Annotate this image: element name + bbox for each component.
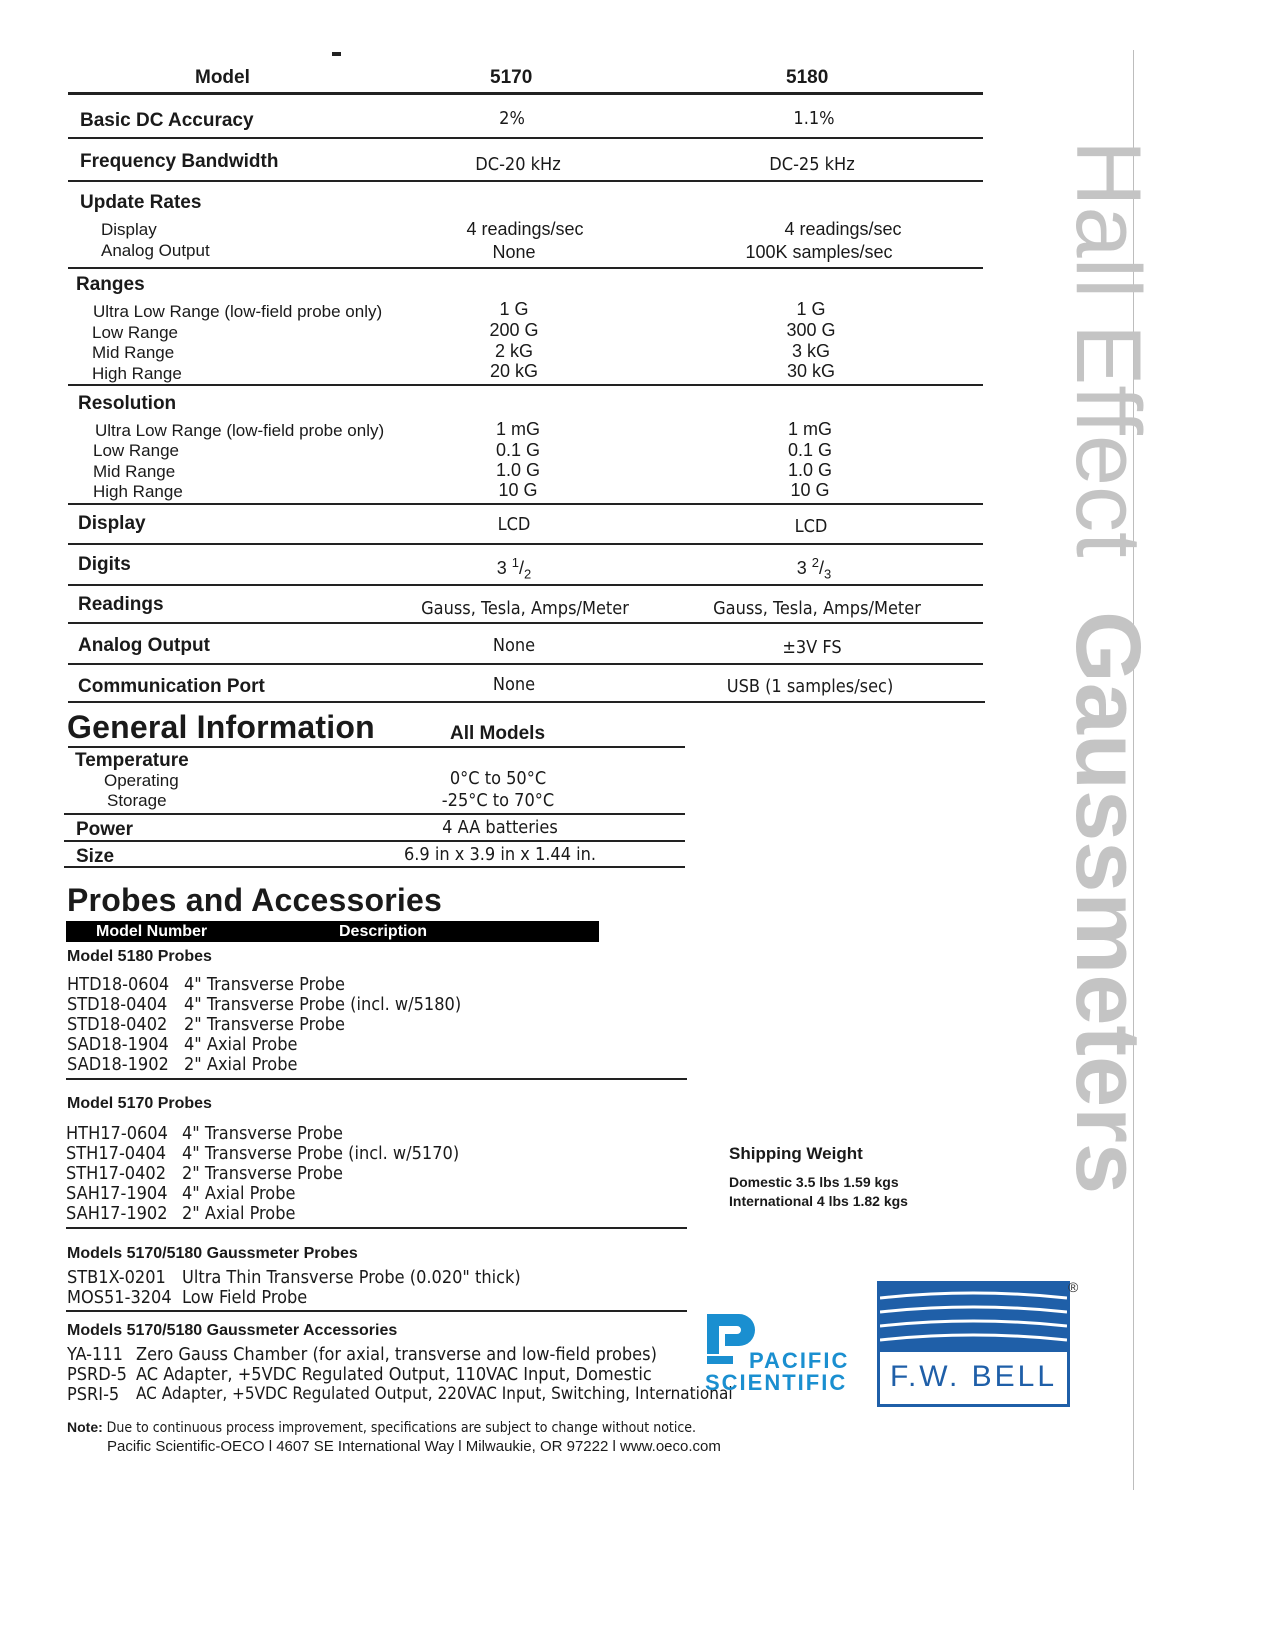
- size-value: 6.9 in x 3.9 in x 1.44 in.: [403, 844, 597, 865]
- divider: [68, 137, 983, 139]
- resolution-row-label: High Range: [93, 482, 183, 501]
- range-5180: 1 G: [796, 299, 826, 319]
- shipping-title: Shipping Weight: [729, 1144, 863, 1163]
- resolution-row-label: Low Range: [93, 441, 180, 460]
- group-title-5180: Model 5180 Probes: [67, 948, 212, 965]
- probes-table-header: [66, 921, 599, 942]
- freq-5170: DC-20 kHz: [475, 154, 561, 175]
- range-row-label: Mid Range: [92, 343, 175, 362]
- probe-code: STD18-0402: [67, 1014, 168, 1035]
- divider: [68, 92, 983, 95]
- probe-desc: AC Adapter, +5VDC Regulated Output, 110VAC Input, Domestic: [136, 1364, 652, 1385]
- analog-output-label: Analog Output: [78, 635, 210, 656]
- basic-dc-5180: 1.1%: [793, 108, 835, 129]
- pacific-line2: SCIENTIFIC: [705, 1370, 848, 1395]
- group-title-5170: Model 5170 Probes: [67, 1095, 212, 1112]
- pacific-scientific-logo: [703, 1310, 863, 1405]
- probe-code: MOS51-3204: [67, 1287, 172, 1308]
- resolution-5180: 1 mG: [787, 419, 832, 439]
- divider: [68, 584, 983, 586]
- range-5170: 1 G: [499, 299, 529, 319]
- probe-desc: Low Field Probe: [182, 1287, 308, 1308]
- freq-label: Frequency Bandwidth: [80, 151, 279, 172]
- analog-output-5180: ±3V FS: [782, 637, 842, 658]
- update-analog-5170: None: [492, 242, 536, 262]
- divider: [68, 622, 983, 624]
- digits-label: Digits: [78, 554, 131, 575]
- update-display-label: Display: [101, 220, 157, 239]
- fw-bell-waves: [880, 1284, 1067, 1352]
- operating-value: 0°C to 50°C: [449, 768, 547, 789]
- probe-desc: 4" Transverse Probe (incl. w/5170): [182, 1143, 460, 1164]
- display-label: Display: [78, 513, 146, 534]
- shipping-international: International 4 lbs 1.82 kgs: [729, 1193, 908, 1209]
- probe-desc: 2" Axial Probe: [184, 1054, 298, 1075]
- resolution-label: Resolution: [78, 393, 177, 414]
- ranges-label: Ranges: [76, 274, 145, 295]
- fw-bell-text: F.W. BELL: [889, 1360, 1058, 1393]
- header-5170: 5170: [490, 67, 533, 88]
- fw-bell-logo: [877, 1281, 1070, 1407]
- resolution-row-label: Mid Range: [93, 462, 176, 481]
- shipping-domestic: Domestic 3.5 lbs 1.59 kgs: [729, 1174, 899, 1190]
- digits-whole: 3: [796, 558, 807, 578]
- resolution-5170: 1.0 G: [495, 460, 541, 480]
- divider: [68, 503, 983, 505]
- resolution-5180: 10 G: [790, 480, 830, 500]
- resolution-5180: 0.1 G: [787, 440, 833, 460]
- probe-desc: 2" Axial Probe: [182, 1203, 296, 1224]
- probe-code: STB1X-0201: [67, 1267, 166, 1288]
- display-5170: LCD: [497, 514, 531, 535]
- divider: [64, 866, 685, 868]
- temperature-label: Temperature: [75, 750, 189, 771]
- range-5180: 300 G: [786, 320, 836, 340]
- probe-desc: Zero Gauss Chamber (for axial, transverse and low-field probes): [136, 1344, 657, 1365]
- header-model: Model: [195, 67, 250, 88]
- readings-5180: Gauss, Tesla, Amps/Meter: [713, 598, 921, 619]
- side-title: [1057, 140, 1159, 1290]
- footer-note: [67, 1419, 696, 1436]
- probe-code: SAH17-1904: [66, 1183, 168, 1204]
- divider: [64, 840, 685, 842]
- all-models-label: All Models: [450, 723, 546, 744]
- update-display-5180: 4 readings/sec: [784, 219, 902, 239]
- divider: [68, 746, 685, 748]
- divider: [68, 543, 983, 545]
- basic-dc-label: Basic DC Accuracy: [80, 110, 254, 131]
- comm-port-5170: None: [492, 674, 536, 695]
- digits-num: 1: [511, 555, 519, 570]
- basic-dc-5170: 2%: [499, 108, 525, 129]
- range-5170: 2 kG: [494, 341, 533, 361]
- top-dash: [332, 52, 341, 56]
- resolution-5170: 10 G: [498, 480, 538, 500]
- digits-5170: 3 $^1/_2$: [496, 555, 532, 582]
- divider: [66, 1078, 687, 1080]
- registered-mark: ®: [1068, 1279, 1079, 1295]
- probe-desc: 2" Transverse Probe: [184, 1014, 346, 1035]
- probe-desc: AC Adapter, +5VDC Regulated Output, 220VAC Input, Switching, International: [136, 1384, 733, 1404]
- probe-desc: 4" Transverse Probe: [184, 974, 346, 995]
- resolution-5180: 1.0 G: [787, 460, 833, 480]
- update-display-5170: 4 readings/sec: [466, 219, 584, 239]
- divider: [68, 384, 983, 386]
- probe-code: YA-111: [67, 1344, 123, 1365]
- readings-label: Readings: [78, 594, 164, 615]
- digits-whole: 3: [496, 558, 507, 578]
- storage-label: Storage: [107, 791, 167, 810]
- probe-code: HTH17-0604: [66, 1123, 168, 1144]
- probe-code: STH17-0404: [66, 1143, 167, 1164]
- update-label: Update Rates: [80, 192, 202, 213]
- digits-den: 2: [524, 566, 532, 582]
- note-text: Due to continuous process improvement, specifications are subject to change without notice.: [106, 1420, 697, 1436]
- probe-desc: Ultra Thin Transverse Probe (0.020" thick): [182, 1267, 521, 1288]
- power-value: 4 AA batteries: [442, 817, 558, 838]
- range-5180: 3 kG: [791, 341, 830, 361]
- update-analog-5180: 100K samples/sec: [745, 242, 893, 262]
- side-title-light: Hall Effect: [1057, 140, 1159, 558]
- range-row-label: Ultra Low Range (low-field probe only): [93, 302, 383, 321]
- probe-code: SAH17-1902: [66, 1203, 168, 1224]
- size-label: Size: [76, 846, 115, 867]
- divider: [68, 663, 983, 665]
- header-5180: 5180: [786, 67, 829, 88]
- divider: [68, 267, 983, 269]
- range-row-label: High Range: [92, 364, 182, 383]
- operating-label: Operating: [104, 771, 179, 790]
- probes-title: Probes and Accessories: [67, 882, 442, 918]
- probe-desc: 2" Transverse Probe: [182, 1163, 344, 1184]
- power-label: Power: [76, 819, 134, 840]
- probe-desc: 4" Axial Probe: [182, 1183, 296, 1204]
- readings-5170: Gauss, Tesla, Amps/Meter: [421, 598, 629, 619]
- probe-desc: 4" Axial Probe: [184, 1034, 298, 1055]
- range-5170: 20 kG: [489, 361, 539, 381]
- probe-desc: 4" Transverse Probe: [182, 1123, 344, 1144]
- digits-den: 3: [824, 566, 832, 582]
- digits-5180: 3 $^2/_3$: [796, 555, 832, 582]
- probe-code: HTD18-0604: [67, 974, 170, 995]
- probe-code: PSRD-5: [67, 1364, 127, 1385]
- divider: [64, 813, 685, 815]
- col-model-number: Model Number: [96, 923, 208, 940]
- storage-value: -25°C to 70°C: [441, 790, 555, 811]
- resolution-5170: 0.1 G: [495, 440, 541, 460]
- resolution-row-label: Ultra Low Range (low-field probe only): [95, 421, 385, 440]
- probe-code: STD18-0404: [67, 994, 168, 1015]
- range-5170: 200 G: [489, 320, 539, 340]
- comm-port-label: Communication Port: [78, 676, 265, 697]
- group-title-both-probes: Models 5170/5180 Gaussmeter Probes: [67, 1245, 358, 1262]
- group-title-accessories: Models 5170/5180 Gaussmeter Accessories: [67, 1322, 398, 1339]
- side-title-bold: Gaussmeters: [1057, 611, 1159, 1195]
- range-row-label: Low Range: [92, 323, 179, 342]
- divider: [66, 1227, 687, 1229]
- comm-port-5180: USB (1 samples/sec): [726, 676, 894, 697]
- freq-5180: DC-25 kHz: [769, 154, 855, 175]
- footer-address: Pacific Scientific-OECO l 4607 SE International Way l Milwaukie, OR 97222 l www.oeco.com: [107, 1438, 721, 1455]
- general-info-title: General Information: [67, 709, 375, 745]
- col-description: Description: [339, 923, 428, 940]
- pacific-line1: PACIFIC: [749, 1348, 850, 1373]
- probe-code: SAD18-1904: [67, 1034, 169, 1055]
- update-analog-label: Analog Output: [101, 241, 210, 260]
- digits-num: 2: [811, 555, 819, 570]
- divider: [68, 180, 983, 182]
- note-label: Note:: [67, 1419, 103, 1435]
- probe-code: PSRI-5: [67, 1384, 120, 1405]
- analog-output-5170: None: [492, 635, 536, 656]
- probe-desc: 4" Transverse Probe (incl. w/5180): [184, 994, 462, 1015]
- display-5180: LCD: [794, 516, 828, 537]
- divider: [66, 1310, 687, 1312]
- divider: [68, 701, 985, 703]
- probe-code: SAD18-1902: [67, 1054, 169, 1075]
- probe-code: STH17-0402: [66, 1163, 167, 1184]
- resolution-5170: 1 mG: [495, 419, 540, 439]
- range-5180: 30 kG: [786, 361, 836, 381]
